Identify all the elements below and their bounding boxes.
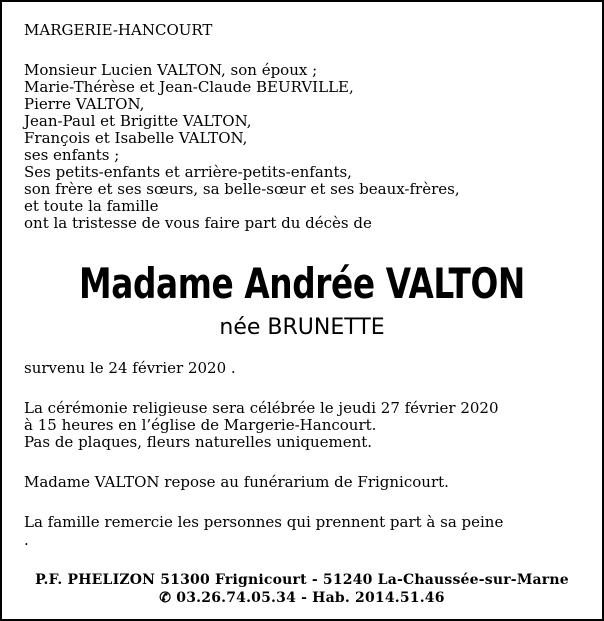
repose-line: Madame VALTON repose au funérarium de Frignicourt. [24, 473, 449, 491]
family-line: Pierre VALTON, [24, 95, 145, 113]
maiden-name: née BRUNETTE [219, 315, 385, 340]
ceremony-line: Pas de plaques, fleurs naturelles uniquement. [24, 433, 373, 451]
ceremony-block [24, 400, 499, 451]
family-line: François et Isabelle VALTON, [24, 129, 248, 147]
footer-phone: ✆ 03.26.74.05.34 - Hab. 2014.51.46 [159, 590, 445, 606]
family-line: Marie-Thérèse et Jean-Claude BEURVILLE, [24, 78, 354, 96]
death-date-line: survenu le 24 février 2020 . [24, 359, 236, 377]
family-line: Jean-Paul et Brigitte VALTON, [24, 112, 252, 130]
trailing-dot: . [24, 531, 29, 549]
funeral-home-footer [2, 571, 602, 607]
family-line: son frère et ses sœurs, sa belle-sœur et ses beaux-frères, [24, 180, 460, 198]
deceased-name: Madame Andrée VALTON [79, 259, 525, 308]
family-line: ses enfants ; [24, 146, 120, 164]
town-heading: MARGERIE-HANCOURT [24, 21, 213, 39]
family-list [24, 62, 460, 232]
family-line: et toute la famille [24, 197, 159, 215]
family-line: ont la tristesse de vous faire part du décès de [24, 214, 372, 232]
family-line: Monsieur Lucien VALTON, son époux ; [24, 61, 318, 79]
family-line: Ses petits-enfants et arrière-petits-enfants, [24, 163, 352, 181]
ceremony-line: à 15 heures en l’église de Margerie-Hancourt. [24, 416, 377, 434]
thanks-line: La famille remercie les personnes qui prennent part à sa peine [24, 513, 504, 531]
ceremony-line: La cérémonie religieuse sera célébrée le jeudi 27 février 2020 [24, 399, 499, 417]
footer-address: P.F. PHELIZON 51300 Frignicourt - 51240 La-Chaussée-sur-Marne [35, 572, 569, 588]
